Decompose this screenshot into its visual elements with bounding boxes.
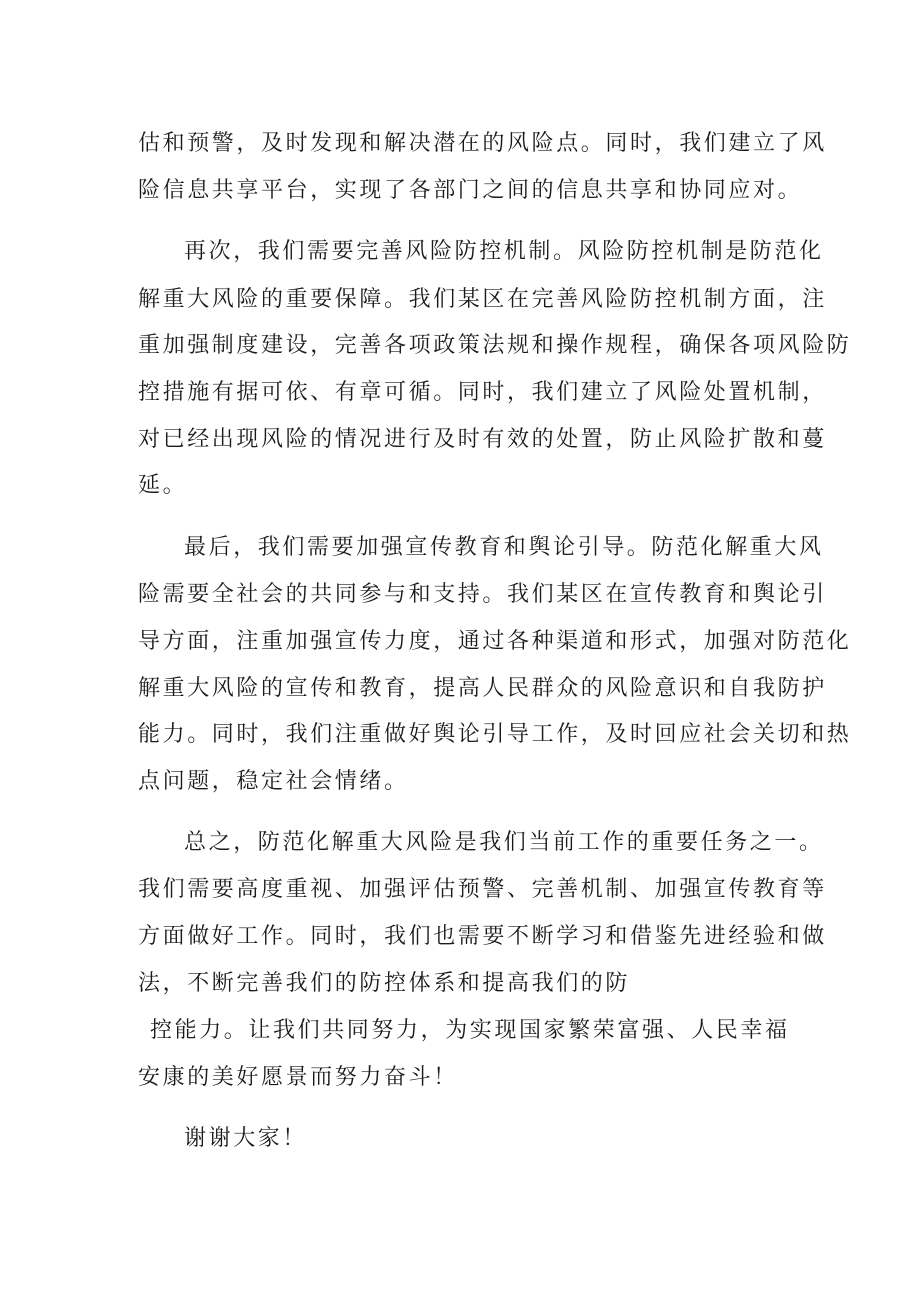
text-line-7: 对已经出现风险的情况进行及时有效的处置，防止风险扩散和蔓 bbox=[138, 427, 827, 452]
text-line-5: 重加强制度建设，完善各项政策法规和操作规程，确保各项风险防 bbox=[138, 333, 852, 358]
text-line-12: 解重大风险的宣传和教育，提高人民群众的风险意识和自我防护 bbox=[138, 676, 827, 701]
text-line-11: 导方面，注重加强宣传力度，通过各种渠道和形式，加强对防范化 bbox=[138, 629, 852, 654]
text-line-19: 控能力。让我们共同努力，为实现国家繁荣富强、人民幸福 bbox=[150, 1018, 790, 1043]
text-line-18: 法，不断完善我们的防控体系和提高我们的防 bbox=[138, 971, 631, 996]
text-line-1: 估和预警，及时发现和解决潜在的风险点。同时，我们建立了风 bbox=[138, 131, 827, 156]
text-line-16: 我们需要高度重视、加强评估预警、完善机制、加强宣传教育等 bbox=[138, 877, 827, 902]
text-line-3: 再次，我们需要完善风险防控机制。风险防控机制是防范化 bbox=[184, 239, 824, 264]
text-line-17: 方面做好工作。同时，我们也需要不断学习和借鉴先进经验和做 bbox=[138, 924, 827, 949]
text-line-9: 最后，我们需要加强宣传教育和舆论引导。防范化解重大风 bbox=[184, 535, 824, 560]
text-line-13: 能力。同时，我们注重做好舆论引导工作，及时回应社会关切和热 bbox=[138, 722, 852, 747]
text-line-2: 险信息共享平台，实现了各部门之间的信息共享和协同应对。 bbox=[138, 178, 803, 203]
text-line-4: 解重大风险的重要保障。我们某区在完善风险防控机制方面，注 bbox=[138, 287, 827, 312]
text-line-20: 安康的美好愿景而努力奋斗！ bbox=[138, 1065, 458, 1090]
text-line-8: 延。 bbox=[138, 473, 188, 498]
text-line-14: 点问题，稳定社会情绪。 bbox=[138, 769, 409, 794]
text-line-15: 总之，防范化解重大风险是我们当前工作的重要任务之一。 bbox=[184, 830, 824, 855]
text-line-6: 控措施有据可依、有章可循。同时，我们建立了风险处置机制， bbox=[138, 380, 827, 405]
text-line-21: 谢谢大家！ bbox=[184, 1126, 308, 1151]
text-line-10: 险需要全社会的共同参与和支持。我们某区在宣传教育和舆论引 bbox=[138, 582, 827, 607]
